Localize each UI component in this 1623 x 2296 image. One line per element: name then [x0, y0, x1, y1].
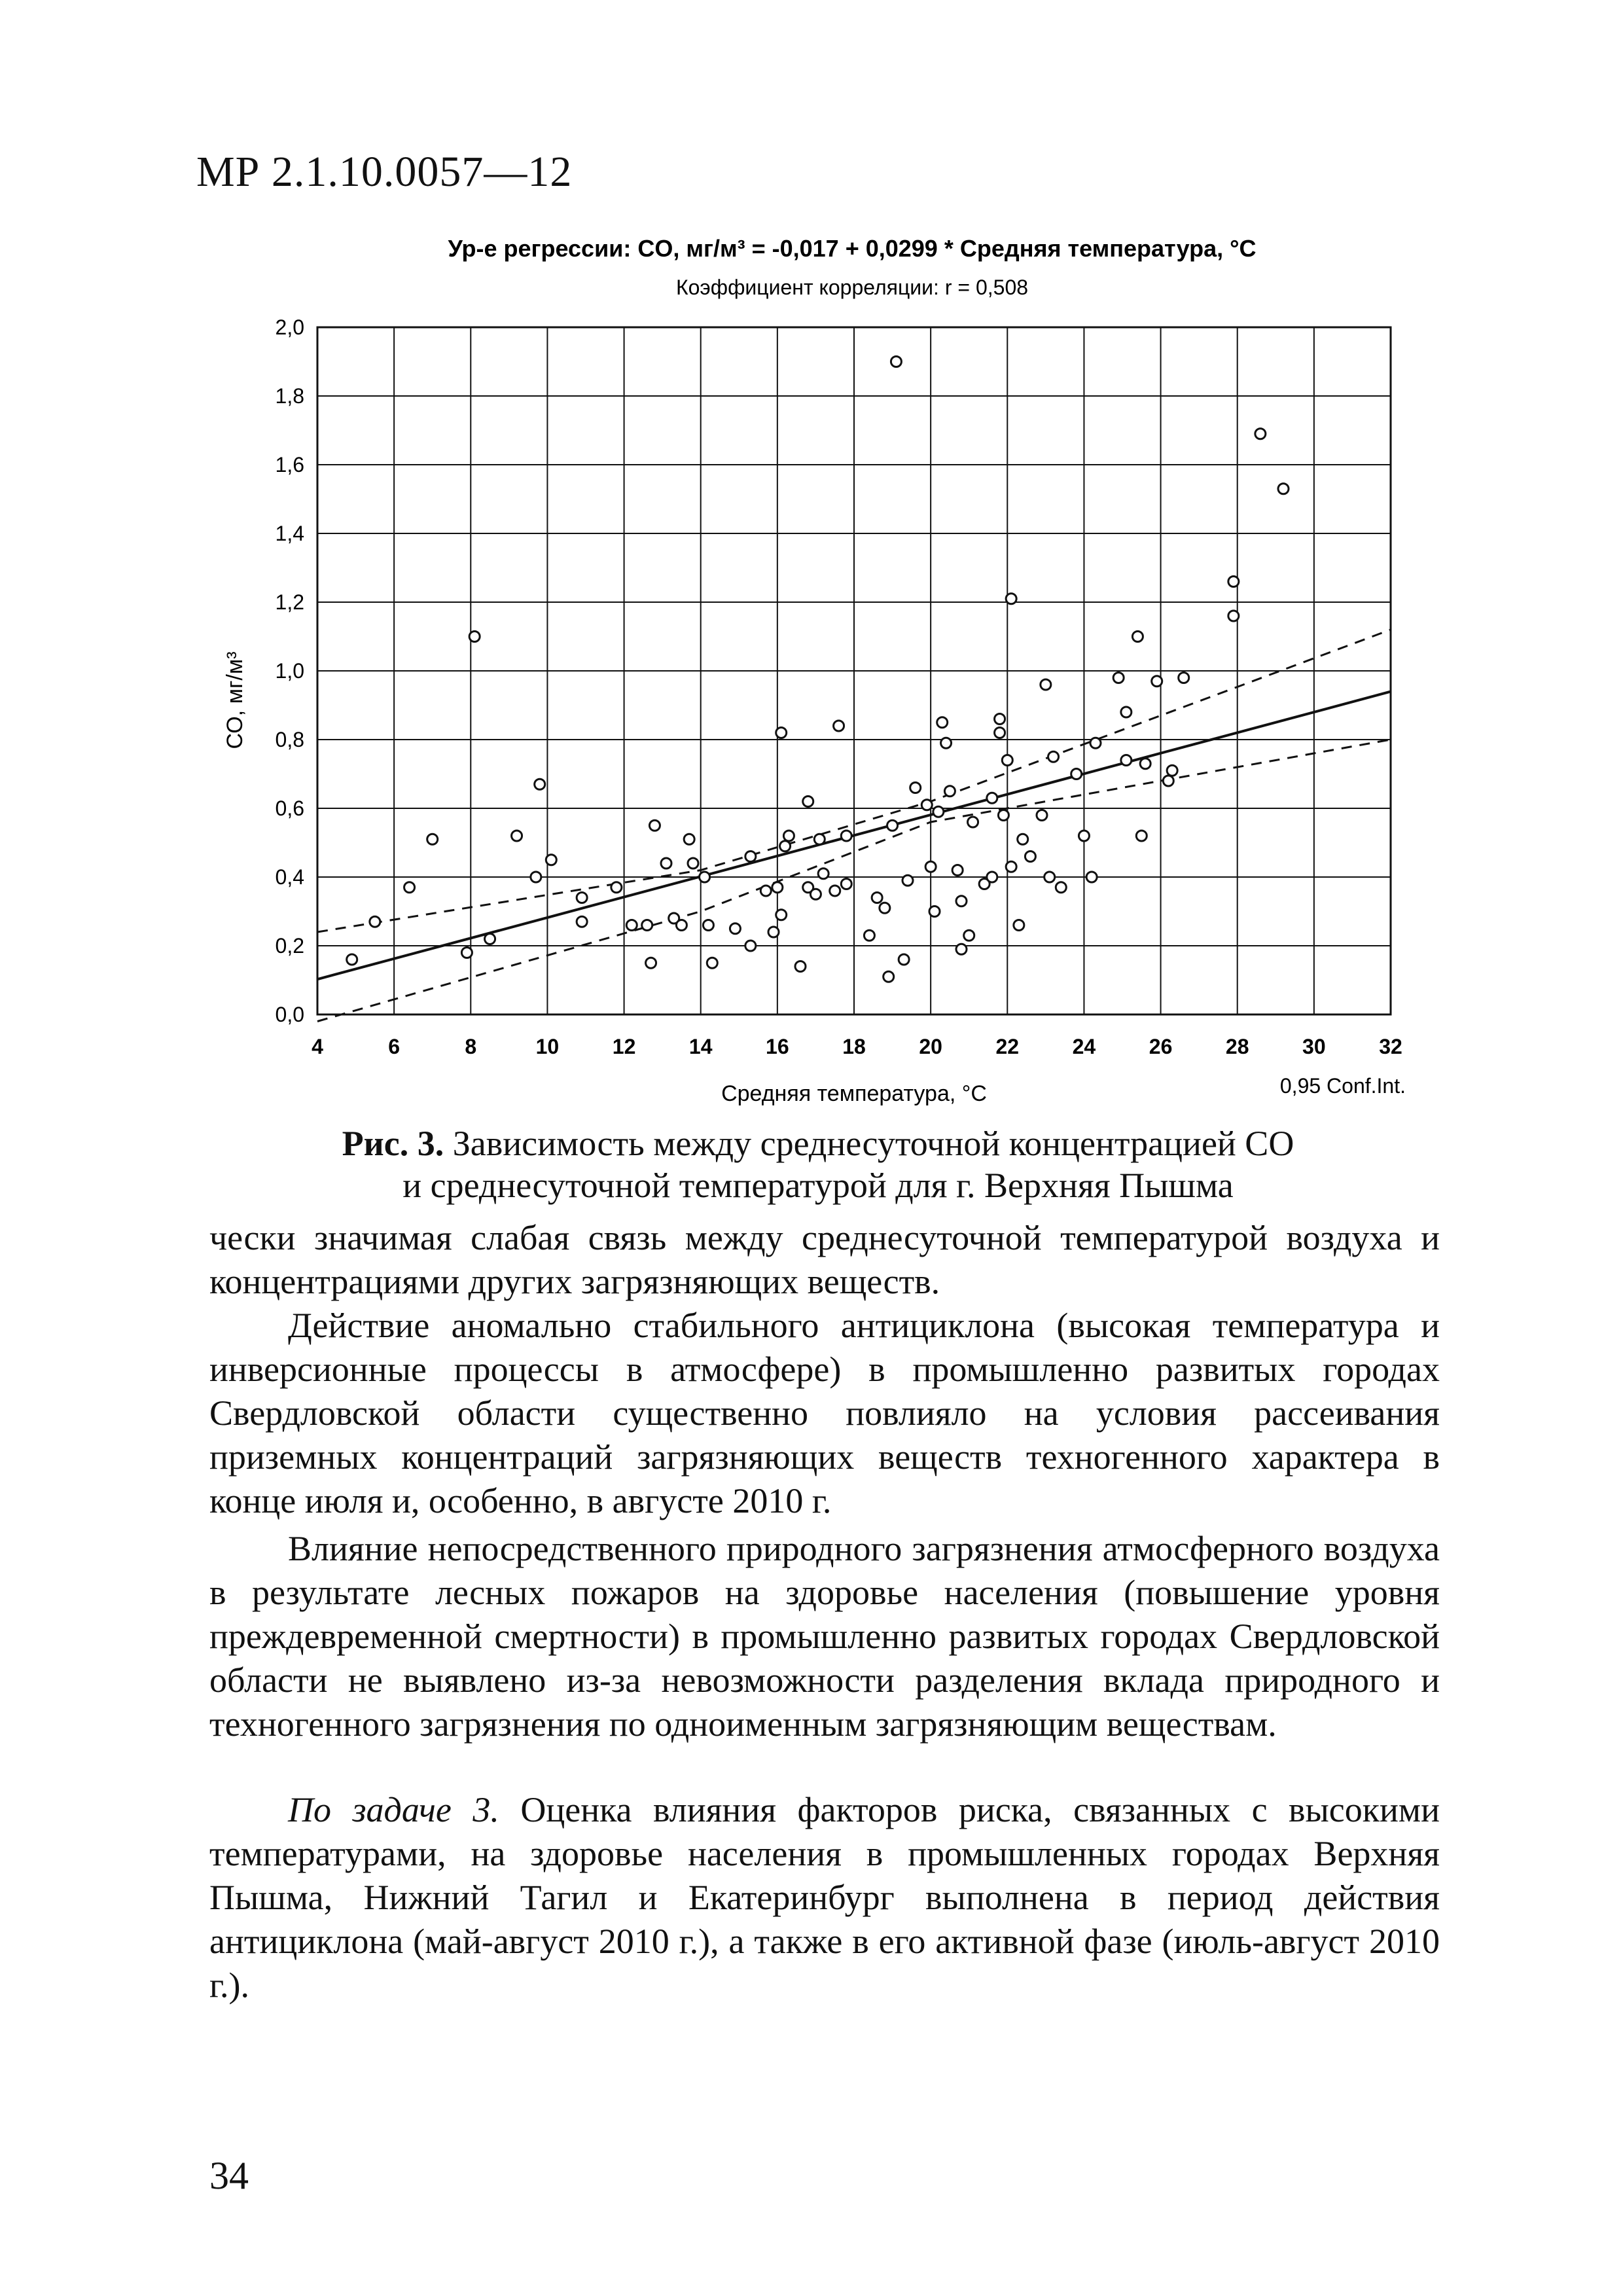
y-tick-label: 0,6 — [275, 797, 304, 820]
data-point — [577, 893, 587, 903]
y-tick-label: 1,8 — [275, 384, 304, 408]
data-point — [964, 930, 974, 941]
data-point — [887, 820, 898, 831]
data-point — [776, 910, 787, 920]
data-point — [830, 886, 840, 896]
data-point — [1044, 872, 1055, 882]
data-point — [780, 841, 791, 852]
data-point — [1140, 759, 1150, 769]
data-point — [347, 954, 357, 965]
data-point — [783, 831, 794, 841]
data-point — [1179, 673, 1189, 683]
data-point — [818, 869, 829, 879]
data-point — [461, 948, 472, 958]
body-text — [209, 1216, 1440, 2007]
paragraph-forest-fires: Влияние непосредственного природного загрязнения атмосферного воздуха в результате лесных пожаров на здоровье населения (повышение уровня преждевременной смертности) в промышленно развитых городах Свердловской области не выявлено из-за невозможности разделения вклада природного и техногенного загрязнения по одноименным загрязняющим веществам. — [209, 1529, 1440, 1744]
x-tick-label: 30 — [1302, 1035, 1326, 1058]
x-tick-label: 26 — [1149, 1035, 1173, 1058]
data-point — [661, 858, 671, 869]
data-point — [535, 779, 545, 789]
data-point — [485, 934, 495, 944]
data-point — [968, 817, 978, 827]
caption-line-2: и среднесуточной температурой для г. Верхняя Пышма — [402, 1166, 1234, 1205]
data-point — [703, 920, 713, 931]
data-point — [745, 941, 756, 951]
x-tick-label: 16 — [766, 1035, 789, 1058]
paragraph-continuation: чески значимая слабая связь между среднесуточной температурой воздуха и концентрациями других загрязняющих веществ. — [209, 1218, 1440, 1301]
data-point — [427, 834, 438, 844]
data-point — [910, 783, 921, 793]
page-header: МР 2.1.10.0057—12 — [196, 148, 573, 196]
data-point — [1002, 755, 1012, 766]
caption-label: Рис. 3. — [342, 1124, 444, 1163]
data-point — [772, 882, 783, 893]
data-point — [1132, 632, 1143, 642]
data-point — [760, 886, 771, 896]
data-point — [611, 882, 622, 893]
data-point — [987, 793, 997, 803]
x-tick-label: 14 — [688, 1035, 713, 1058]
paragraph-anticyclone: Действие аномально стабильного антициклона (высокая температура и инверсионные процессы в атмосфере) в промышленно развитых городах Свердловской области существенно повлияло на условия рассеивания приземных концентраций загрязняющих веществ техногенного характера в конце июля и, особенно, в августе 2010 г. — [209, 1306, 1440, 1520]
y-tick-label: 0,4 — [275, 865, 304, 889]
data-point — [1121, 755, 1132, 766]
caption-line-1 — [196, 1122, 1440, 1164]
data-point — [810, 889, 821, 899]
data-point — [1228, 611, 1239, 621]
y-tick-label: 1,2 — [275, 590, 304, 614]
data-point — [730, 924, 740, 934]
data-point — [933, 806, 944, 817]
data-point — [626, 920, 637, 931]
data-point — [676, 920, 687, 931]
data-point — [768, 927, 779, 937]
y-tick-label: 0,0 — [275, 1003, 304, 1026]
data-point — [891, 357, 901, 367]
data-point — [834, 721, 844, 731]
data-point — [841, 879, 851, 889]
data-point — [1255, 429, 1266, 439]
data-point — [1113, 673, 1124, 683]
data-point — [1163, 776, 1173, 786]
chart-subtitle: Коэффициент корреляции: r = 0,508 — [675, 276, 1029, 299]
data-point — [995, 714, 1005, 725]
data-point — [902, 875, 913, 886]
task-label: По задаче 3. — [288, 1790, 499, 1829]
data-point — [1006, 861, 1016, 872]
data-point — [952, 865, 963, 876]
task-text: Оценка влияния факторов риска, связанных с высокими температурами, на здоровье населения в промышленных городах Верхняя Пышма, Нижний Тагил и Екатеринбург выполнена в период действия антициклона (май-август 2010 г.), а также в его активной фазе (июль-август 2010 г.). — [209, 1790, 1440, 2005]
data-point — [469, 632, 480, 642]
data-point — [646, 958, 656, 968]
data-point — [956, 944, 967, 954]
y-tick-label: 0,8 — [275, 728, 304, 751]
data-point — [937, 717, 948, 728]
data-point — [688, 858, 698, 869]
data-point — [998, 810, 1008, 821]
data-point — [1014, 920, 1024, 931]
data-point — [795, 961, 806, 972]
x-tick-label: 22 — [995, 1035, 1020, 1058]
data-point — [956, 896, 967, 906]
data-point — [941, 738, 952, 748]
data-point — [925, 861, 936, 872]
y-tick-label: 2,0 — [275, 315, 304, 339]
data-point — [921, 800, 932, 810]
y-tick-label: 1,0 — [275, 659, 304, 683]
caption-text-1: Зависимость между среднесуточной концентрацией СО — [444, 1124, 1294, 1163]
chart-title: Ур-е регрессии: CO, мг/м³ = -0,017 + 0,0299 * Средняя температура, °С — [448, 235, 1257, 262]
data-point — [803, 797, 813, 807]
x-tick-label: 12 — [612, 1035, 636, 1058]
data-point — [929, 906, 940, 917]
data-point — [864, 930, 874, 941]
data-point — [1048, 751, 1059, 762]
data-point — [1018, 834, 1028, 844]
x-tick-label: 28 — [1225, 1035, 1249, 1058]
data-points — [347, 357, 1289, 982]
data-point — [995, 728, 1005, 738]
paragraph-task-3 — [209, 1788, 1440, 2007]
scatter-chart — [196, 223, 1440, 1139]
x-tick-label: 18 — [842, 1035, 866, 1058]
data-point — [1136, 831, 1147, 841]
data-point — [1090, 738, 1101, 748]
y-axis-label: СО, мг/м³ — [223, 651, 247, 749]
data-point — [649, 820, 660, 831]
x-tick-label: 8 — [465, 1035, 477, 1058]
data-point — [546, 855, 556, 865]
x-axis-label: Средняя температура, °С — [721, 1081, 987, 1106]
x-tick-label: 20 — [919, 1035, 942, 1058]
data-point — [987, 872, 997, 882]
x-tick-label: 10 — [535, 1035, 560, 1058]
chart-grid — [317, 327, 1391, 1014]
page-number: 34 — [209, 2154, 249, 2197]
data-point — [745, 852, 756, 862]
x-tick-label: 4 — [312, 1035, 323, 1058]
data-point — [1056, 882, 1066, 893]
data-point — [944, 786, 955, 797]
data-point — [707, 958, 717, 968]
data-point — [531, 872, 541, 882]
data-point — [1086, 872, 1097, 882]
data-point — [1121, 707, 1132, 717]
data-point — [370, 916, 380, 927]
data-point — [1041, 679, 1051, 690]
x-tick-label: 24 — [1072, 1035, 1096, 1058]
data-point — [814, 834, 825, 844]
data-point — [1025, 852, 1035, 862]
data-point — [1071, 769, 1082, 780]
data-point — [1079, 831, 1089, 841]
data-point — [880, 903, 890, 913]
data-point — [1278, 484, 1289, 494]
data-point — [1228, 577, 1239, 587]
axis-ticks — [276, 315, 1402, 1058]
data-point — [577, 916, 587, 927]
data-point — [642, 920, 652, 931]
figure-co-temperature — [196, 223, 1440, 1217]
x-tick-label: 32 — [1379, 1035, 1402, 1058]
data-point — [899, 954, 909, 965]
confidence-label: 0,95 Conf.Int. — [1279, 1074, 1406, 1098]
data-point — [872, 893, 882, 903]
y-tick-label: 0,2 — [275, 934, 304, 958]
figure-caption — [196, 1122, 1440, 1206]
data-point — [1152, 676, 1162, 687]
y-tick-label: 1,4 — [275, 522, 304, 545]
y-tick-label: 1,6 — [275, 453, 304, 476]
data-point — [404, 882, 415, 893]
data-point — [776, 728, 787, 738]
data-point — [1167, 765, 1177, 776]
data-point — [1037, 810, 1047, 821]
data-point — [684, 834, 694, 844]
data-point — [700, 872, 710, 882]
data-point — [883, 971, 894, 982]
data-point — [512, 831, 522, 841]
data-point — [841, 831, 851, 841]
data-point — [1006, 594, 1016, 604]
x-tick-label: 6 — [388, 1035, 401, 1058]
